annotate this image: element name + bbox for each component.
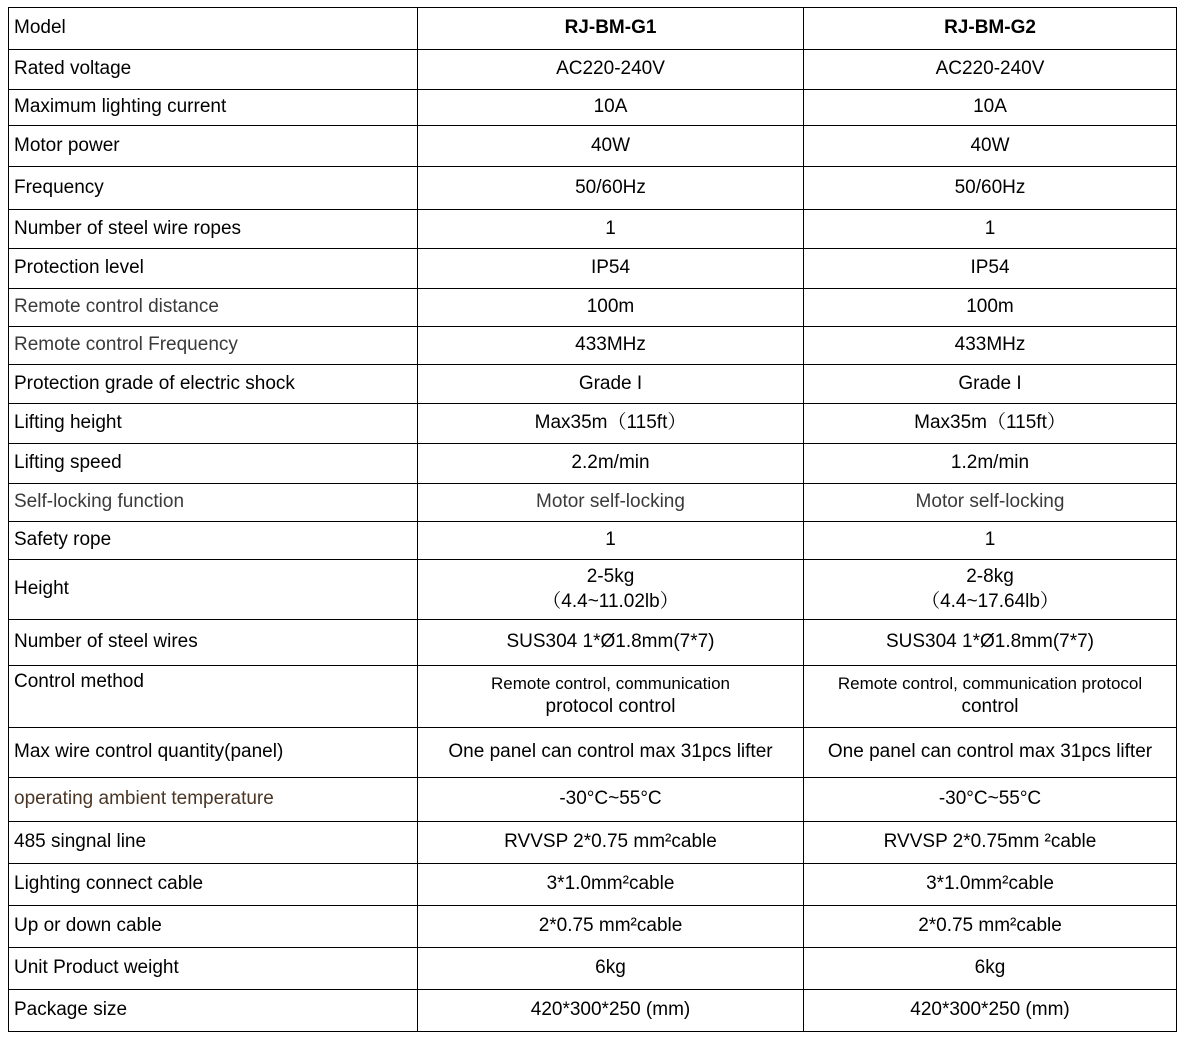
table-row (9, 666, 1177, 728)
row-label: Self-locking function (9, 484, 418, 522)
g1-value: 10A (418, 90, 804, 126)
row-label: Control method (9, 666, 418, 728)
g1-value: 40W (418, 126, 804, 167)
row-label: Maximum lighting current (9, 90, 418, 126)
table-row (9, 990, 1177, 1032)
g2-value-line2: （4.4~17.64lb） (921, 590, 1059, 612)
row-label: Max wire control quantity(panel) (9, 728, 418, 778)
table-row (9, 822, 1177, 864)
g1-value (418, 666, 804, 728)
g1-value: 1 (418, 522, 804, 560)
g1-value: SUS304 1*Ø1.8mm(7*7) (418, 620, 804, 666)
g1-value: 100m (418, 289, 804, 327)
row-label: Package size (9, 990, 418, 1032)
g2-value: 100m (804, 289, 1177, 327)
row-label: Safety rope (9, 522, 418, 560)
table-row (9, 522, 1177, 560)
g1-value-line1: Remote control, communication (490, 674, 731, 694)
g2-value: One panel can control max 31pcs lifter (804, 728, 1177, 778)
g1-value-line2: （4.4~11.02lb） (542, 590, 679, 612)
g1-value: One panel can control max 31pcs lifter (418, 728, 804, 778)
g2-value: 10A (804, 90, 1177, 126)
row-label: Number of steel wire ropes (9, 210, 418, 249)
g2-value: AC220-240V (804, 50, 1177, 90)
g2-value: 40W (804, 126, 1177, 167)
row-label: Up or down cable (9, 906, 418, 948)
row-label: Frequency (9, 167, 418, 210)
g1-value: 6kg (418, 948, 804, 990)
g1-value: RVVSP 2*0.75 mm²cable (418, 822, 804, 864)
table-row (9, 210, 1177, 249)
g1-value: -30°C~55°C (418, 778, 804, 822)
table-row (9, 864, 1177, 906)
g1-value: Max35m（115ft） (418, 404, 804, 444)
g1-value: IP54 (418, 249, 804, 289)
g2-value: Grade I (804, 365, 1177, 404)
table-row (9, 327, 1177, 365)
table-row (9, 167, 1177, 210)
g1-value: Grade I (418, 365, 804, 404)
g2-value: -30°C~55°C (804, 778, 1177, 822)
row-label: Protection level (9, 249, 418, 289)
row-label: Motor power (9, 126, 418, 167)
g2-value: 3*1.0mm²cable (804, 864, 1177, 906)
g2-value: 1 (804, 210, 1177, 249)
g2-value-line1: 2-8kg (966, 565, 1014, 587)
g2-value: Motor self-locking (804, 484, 1177, 522)
row-label: Lifting speed (9, 444, 418, 484)
row-label: Remote control Frequency (9, 327, 418, 365)
g1-value: 420*300*250 (mm) (418, 990, 804, 1032)
row-label: 485 singnal line (9, 822, 418, 864)
g2-value: 1 (804, 522, 1177, 560)
g2-value: IP54 (804, 249, 1177, 289)
g2-value: 6kg (804, 948, 1177, 990)
g1-value: 3*1.0mm²cable (418, 864, 804, 906)
g1-value: 2*0.75 mm²cable (418, 906, 804, 948)
g2-value: 420*300*250 (mm) (804, 990, 1177, 1032)
g1-value: 2.2m/min (418, 444, 804, 484)
row-label: Lighting connect cable (9, 864, 418, 906)
header-model-g2: RJ-BM-G2 (804, 8, 1177, 50)
table-row (9, 444, 1177, 484)
g2-value-line1: Remote control, communication protocol (837, 674, 1143, 694)
g2-value: SUS304 1*Ø1.8mm(7*7) (804, 620, 1177, 666)
table-row (9, 365, 1177, 404)
table-row (9, 126, 1177, 167)
spec-table (8, 7, 1177, 1032)
g2-value: 2*0.75 mm²cable (804, 906, 1177, 948)
table-row (9, 289, 1177, 327)
g1-value: 433MHz (418, 327, 804, 365)
g1-value: Motor self-locking (418, 484, 804, 522)
table-row (9, 484, 1177, 522)
header-model-g1: RJ-BM-G1 (418, 8, 804, 50)
header-label: Model (9, 8, 418, 50)
row-label: Rated voltage (9, 50, 418, 90)
table-row (9, 404, 1177, 444)
g2-value: 50/60Hz (804, 167, 1177, 210)
g2-value (804, 560, 1177, 620)
g1-value-line1: 2-5kg (586, 565, 635, 587)
g2-value: RVVSP 2*0.75mm ²cable (804, 822, 1177, 864)
g1-value (418, 560, 804, 620)
g1-value: 50/60Hz (418, 167, 804, 210)
row-label: Unit Product weight (9, 948, 418, 990)
table-row (9, 560, 1177, 620)
row-label: Lifting height (9, 404, 418, 444)
g2-value: Max35m（115ft） (804, 404, 1177, 444)
row-label: operating ambient temperature (9, 778, 418, 822)
table-row (9, 728, 1177, 778)
table-row (9, 948, 1177, 990)
table-header-row (9, 8, 1177, 50)
g1-value: 1 (418, 210, 804, 249)
g1-value-line2: protocol control (545, 696, 676, 718)
table-row (9, 906, 1177, 948)
g2-value: 1.2m/min (804, 444, 1177, 484)
table-row (9, 778, 1177, 822)
g1-value: AC220-240V (418, 50, 804, 90)
table-row (9, 620, 1177, 666)
table-row (9, 249, 1177, 289)
g2-value-line2: control (961, 696, 1019, 718)
table-row (9, 90, 1177, 126)
row-label: Remote control distance (9, 289, 418, 327)
row-label: Number of steel wires (9, 620, 418, 666)
row-label: Height (9, 560, 418, 620)
table-row (9, 50, 1177, 90)
row-label: Protection grade of electric shock (9, 365, 418, 404)
g2-value (804, 666, 1177, 728)
g2-value: 433MHz (804, 327, 1177, 365)
